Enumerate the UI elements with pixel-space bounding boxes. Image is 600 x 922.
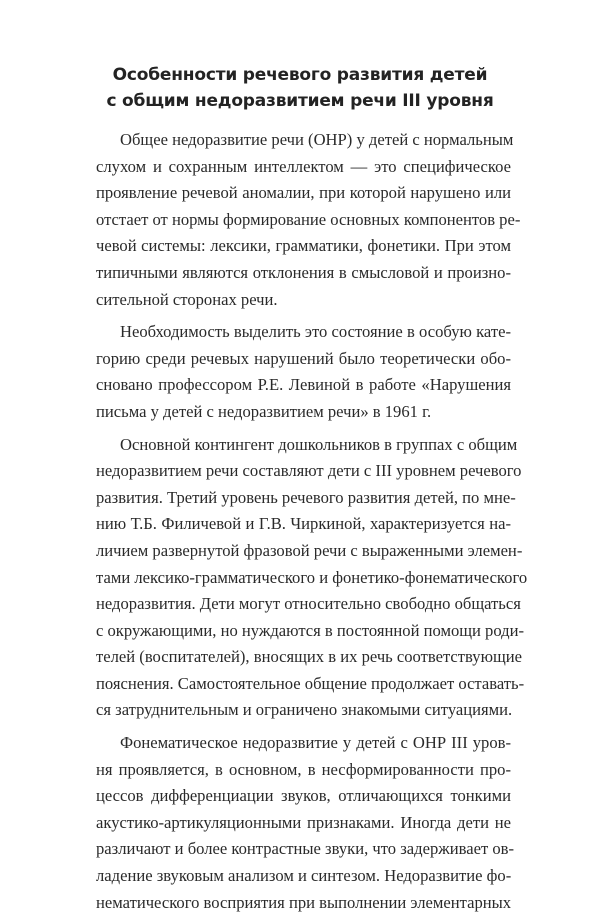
text-line: недоразвития. Дети могут относительно свободно общаться: [96, 594, 521, 614]
text-line: ладение звуковым анализом и синтезом. Недоразвитие фо-: [96, 866, 512, 886]
text-line: ся затруднительным и ограничено знакомыми ситуациями.: [96, 700, 513, 720]
text-line: тами лексико-грамматического и фонетико-фонематического: [96, 567, 528, 587]
text-line: Основной контингент дошкольников в группах с общим: [120, 434, 518, 454]
paragraph-3: [96, 432, 528, 725]
text-line: личием развернутой фразовой речи с выраженными элемен-: [96, 540, 523, 560]
text-line: слухом и сохранным интеллектом — это специфическое: [96, 156, 511, 176]
text-line: развития. Третий уровень речевого развития детей, по мне-: [96, 487, 516, 507]
text-line: ня проявляется, в основном, в несформированности про-: [96, 759, 511, 779]
text-line: сновано профессором Р.Е. Левиной в работе «Нарушения: [96, 375, 511, 395]
paragraph-4: [96, 730, 515, 916]
title-line-1: Особенности речевого развития детей: [112, 65, 488, 85]
page-title: [60, 62, 540, 114]
text-line: Общее недоразвитие речи (ОНР) у детей с нормальным: [120, 130, 514, 149]
text-line: недоразвитием речи составляют дети с III уровнем речевого: [96, 461, 522, 481]
paragraph-1: [96, 127, 521, 313]
text-line: с окружающими, но нуждаются в постоянной помощи роди-: [96, 620, 525, 640]
title-line-2: с общим недоразвитием речи III уровня: [106, 91, 494, 111]
text-line: проявление речевой аномалии, при которой нарушено или: [96, 183, 511, 203]
text-line: Фонематическое недоразвитие у детей с ОНР III уров-: [120, 733, 511, 753]
text-line: цессов дифференциации звуков, отличающихся тонкими: [96, 786, 511, 806]
text-line: горию среди речевых нарушений было теоретически обо-: [96, 348, 511, 368]
body-text: [96, 127, 528, 922]
text-line: пояснения. Самостоятельное общение продолжает оставать-: [96, 673, 525, 693]
text-line: различают и более контрастные звуки, что задерживает ов-: [96, 839, 515, 859]
text-line: акустико-артикуляционными признаками. Иногда дети не: [96, 812, 511, 832]
text-line: чевой системы: лексики, грамматики, фонетики. При этом: [96, 236, 511, 256]
text-line: нематического восприятия при выполнении элементарных: [96, 892, 512, 912]
text-line: нию Т.Б. Филичевой и Г.В. Чиркиной, характеризуется на-: [96, 514, 511, 534]
text-line: телей (воспитателей), вносящих в их речь соответствующие: [96, 647, 523, 667]
paragraph-2: [96, 319, 511, 425]
text-line: сительной сторонах речи.: [96, 289, 278, 309]
text-line: типичными являются отклонения в смысловой и произно-: [96, 262, 511, 282]
text-line: письма у детей с недоразвитием речи» в 1961 г.: [96, 401, 432, 421]
text-line: отстает от нормы формирование основных компонентов ре-: [96, 209, 521, 229]
text-line: Необходимость выделить это состояние в особую кате-: [120, 322, 511, 342]
